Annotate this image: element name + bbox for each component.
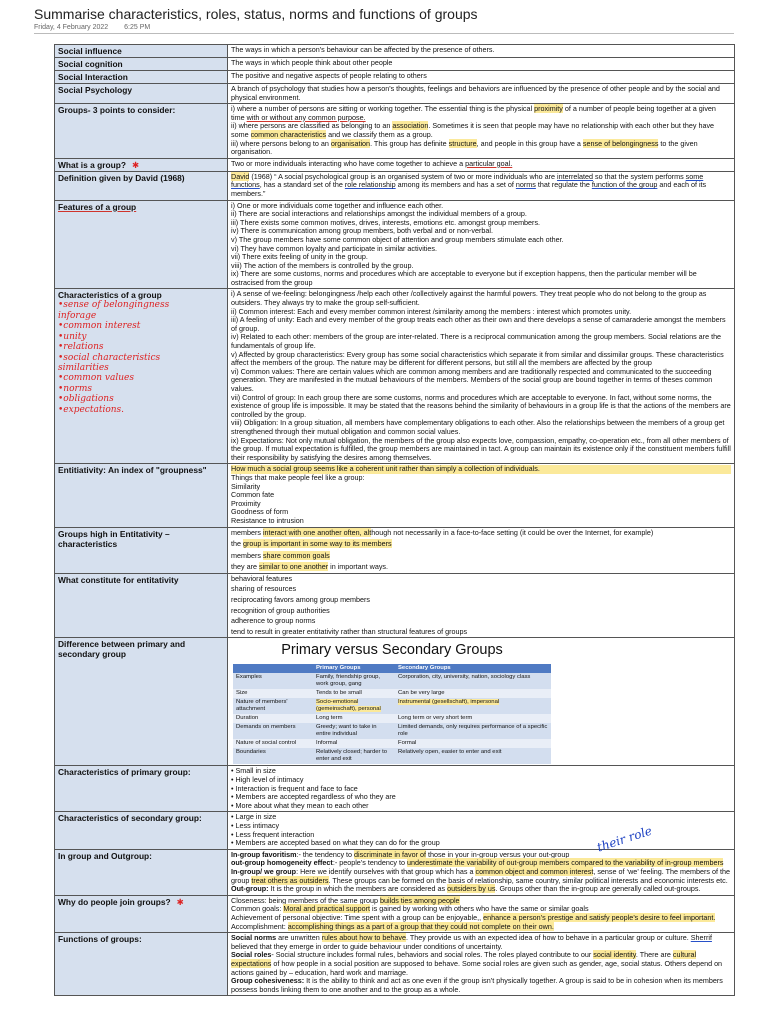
row-key: Social Psychology	[55, 84, 228, 104]
column-header: Primary Groups	[313, 664, 395, 673]
row-key: Why do people join groups? ✱	[55, 895, 228, 932]
row-value	[228, 766, 735, 812]
comparison-cell: Socio-emotional (gemeinschaft), personal	[313, 698, 395, 714]
table-row	[55, 638, 735, 766]
handwritten-note: their role	[595, 823, 654, 855]
outgroup-homogeneity: out-group homogeneity effect:- people’s tendency to underestimate the variability of out-group members compared to the variability of in-group members	[231, 858, 724, 868]
feature-item: v) The group members have some common object of attention and group members stimulate each other.	[231, 234, 564, 244]
entitativity-intro: Things that make people feel like a group:	[231, 472, 365, 482]
comparison-cell: Examples	[233, 673, 313, 689]
row-value	[228, 812, 735, 849]
feature-item: vi) They have common loyalty and participate in similar activities.	[231, 243, 437, 253]
group-point-3: iii) where persons belong to an organisation. This group has definite structure, and people in this group have a sense of belongingness to the given organisation.	[231, 138, 698, 157]
characteristic-item: v) Affected by group characteristics: Every group has some social characteristics which separate it from similar and dissimilar groups. These characteristics affect the members of the group. The nature may be different for different persons, but still all the members are affected by the group	[231, 349, 724, 368]
handwritten-note: •obligations	[58, 394, 114, 405]
ingroup-favoritism: In-group favoritism:- the tendency to discriminate in favor of those in your in-group versus your out-group	[231, 849, 570, 859]
row-value	[228, 289, 735, 464]
list-item: Accomplishment: accomplishing things as a part of a group that they could not complete on their own.	[231, 921, 554, 931]
asterisk-mark-icon: ✱	[131, 159, 139, 170]
primary-secondary-figure	[233, 641, 551, 764]
comparison-row	[233, 739, 551, 748]
table-row	[55, 573, 735, 638]
list-item: the group is important in some way to its members	[231, 539, 392, 549]
row-value: The positive and negative aspects of people relating to others	[228, 71, 735, 84]
row-key: Characteristics of secondary group:	[55, 812, 228, 849]
row-key: Social cognition	[55, 58, 228, 71]
characteristic-item: ii) Common interest: Each and every member common interest /similarity among the members : interest which promotes unity.	[231, 306, 632, 316]
list-item: behavioral features	[231, 573, 293, 583]
comparison-cell: Demands on members	[233, 723, 313, 739]
list-item: tend to result in greater entitativity rather than structural features of groups	[231, 626, 468, 636]
bullet-item: • Members are accepted regardless of who they are	[231, 792, 396, 802]
table-row	[55, 71, 735, 84]
column-header	[233, 664, 313, 673]
characteristic-item: viii) Obligation: In a group situation, all members have complementary obligations to each other. Also the relationships between the members of a group get strengthened through their mutual obligation and common social values.	[231, 418, 725, 436]
row-value	[228, 527, 735, 573]
row-value: The ways in which a person’s behaviour can be affected by the presence of others.	[228, 45, 735, 58]
list-item: reciprocating favors among group members	[231, 595, 371, 605]
list-item: adherence to group norms	[231, 616, 316, 626]
list-item: Goodness of form	[231, 507, 289, 517]
page-date	[34, 24, 164, 31]
feature-item: ii) There are social interactions and relationships amongst the individual members of a group.	[231, 209, 527, 219]
entitativity-lead: How much a social group seems like a coherent unit rather than simply a collection of individuals.	[231, 465, 731, 474]
characteristic-item: ix) Expectations: Not only mutual obligation, the members of the group also expects love, compassion, empathy, co-operation etc., from all other members of the group. If mutual expectation is fulfilled, the group members are maintained in tact. A group can maintain its existence only if the constituent members fulfill their responsibility by satisfying the desires among themselves.	[231, 435, 731, 462]
comparison-row	[233, 698, 551, 714]
comparison-cell: Relatively open, easier to enter and exit	[395, 748, 551, 764]
characteristic-item: i) A sense of we-feeling: belongingness /help each other /collectively against the harmful powers. They treat people who do not belong to the group as outsiders. They always try to make the group self-sufficient.	[231, 289, 707, 308]
table-row	[55, 104, 735, 159]
social-norms: Social norms are unwritten rules about how to behave. They provide us with an expected idea of how to behave in a particular group or culture. Sherrif believed that they emerge in order to guide behaviour under conditions of uncertainty.	[231, 933, 712, 951]
table-row	[55, 895, 735, 932]
we-group: In-group/ we group: Here we identify ourselves with that group which has a common object and common interest, sense of ‘we’ feeling. The members of the group treat others as outsiders. These groups can be formed on the basis of relationship, same country, similar political interests and economic interests etc.	[231, 866, 730, 885]
feature-item: ix) There are some customs, norms and procedures which are acceptable to everyone but if exception happens, then the particular member will be ostracised from the group	[231, 269, 697, 287]
table-row	[55, 527, 735, 573]
characteristic-item: iii) A feeling of unity: Each and every member of the group treats each other as their own and there develops a sense of camaraderie amongst the members of group.	[231, 315, 726, 333]
row-value	[228, 573, 735, 638]
handwritten-note: •sense of belongingness	[58, 300, 170, 311]
comparison-cell: Long term	[313, 714, 395, 723]
row-value	[228, 638, 735, 766]
page-title: Summarise characteristics, roles, status, norms and functions of groups	[34, 6, 478, 22]
comparison-cell: Greedy; want to take in entire individual	[313, 723, 395, 739]
table-row	[55, 158, 735, 171]
table-row	[55, 171, 735, 200]
list-item: they are similar to one another in important ways.	[231, 562, 389, 572]
table-row	[55, 84, 735, 104]
feature-item: iv) There is communication among group members, both verbal and or non-verbal.	[231, 226, 493, 236]
list-item: sharing of resources	[231, 584, 297, 594]
row-key: What constitute for entitativity	[55, 573, 228, 638]
row-value: Two or more individuals interacting who have come together to achieve a particular goal.	[228, 158, 735, 171]
table-row	[55, 933, 735, 996]
column-header: Secondary Groups	[395, 664, 551, 673]
list-item: Common fate	[231, 490, 275, 500]
row-value: The ways in which people think about other people	[228, 58, 735, 71]
comparison-row	[233, 673, 551, 689]
row-key: Functions of groups:	[55, 933, 228, 996]
bullet-item: • Interaction is frequent and face to face	[231, 783, 358, 793]
comparison-row	[233, 689, 551, 698]
table-row	[55, 289, 735, 464]
list-item: members share common goals	[231, 550, 330, 560]
row-value	[228, 200, 735, 289]
comparison-cell: Formal	[395, 739, 551, 748]
asterisk-mark-icon: ✱	[176, 896, 184, 907]
comparison-cell: Nature of members' attachment	[233, 698, 313, 714]
group-point-1: i) where a number of persons are sitting or working together. The essential thing is the physical proximity of a number of people being together at a given time with or without any common purpose.	[231, 104, 716, 122]
table-row	[55, 464, 735, 527]
date-text: Friday, 4 February 2022	[34, 24, 109, 31]
comparison-header-row	[233, 664, 551, 673]
list-item: members interact with one another often, although not necessarily in a face-to-face setting (it could be over the Internet, for example)	[231, 527, 654, 537]
comparison-cell: Boundaries	[233, 748, 313, 764]
row-key: Characteristics of a group •sense of belongingness inforage •common interest •unity •relations •social characteristics similarities •common values •norms •obligations •expectations.	[55, 289, 228, 464]
row-value	[228, 895, 735, 932]
comparison-row	[233, 748, 551, 764]
comparison-cell: Corporation, city, university, nation, sociology class	[395, 673, 551, 689]
table-row	[55, 58, 735, 71]
comparison-table	[233, 664, 551, 764]
row-value: A branch of psychology that studies how a person's thoughts, feelings and behaviors are influenced by the presence of other people and by the social and physical environment.	[228, 84, 735, 104]
notes-table	[54, 44, 735, 996]
group-point-2: ii) where persons are classified as belonging to an association. Sometimes it is seen that people may have no relationship with each other but they have some common characteristics and we classify them as a group.	[231, 121, 715, 139]
comparison-cell: Relatively closed; harder to enter and exit	[313, 748, 395, 764]
comparison-cell: Instrumental (gesellschaft), impersonal	[395, 698, 551, 714]
comparison-row	[233, 723, 551, 739]
characteristic-item: vi) Common values: There are certain values which are common among members and are traditionally respected and communicated to the succeeding generation. They are manifested in the mutual behaviours of the members. Members of the social group are bound together in terms of theses common values.	[231, 366, 713, 393]
bullet-item: • More about what they mean to each other	[231, 800, 369, 810]
comparison-cell: Informal	[313, 739, 395, 748]
table-row	[55, 766, 735, 812]
feature-item: viii) The action of the members is controlled by the group.	[231, 260, 414, 270]
row-value	[228, 933, 735, 996]
row-key: What is a group? ✱	[55, 158, 228, 171]
list-item: recognition of group authorities	[231, 605, 330, 615]
comparison-cell: Limited demands, only requires performance of a specific role	[395, 723, 551, 739]
row-key: Social influence	[55, 45, 228, 58]
row-value	[228, 849, 735, 895]
comparison-cell: Tends to be small	[313, 689, 395, 698]
figure-title: Primary versus Secondary Groups	[281, 642, 503, 659]
row-key: Characteristics of primary group:	[55, 766, 228, 812]
bullet-item: • Members are accepted based on what they can do for the group	[231, 838, 440, 848]
row-key: In group and Outgroup:	[55, 849, 228, 895]
feature-item: vii) There exits feeling of unity in the group.	[231, 252, 368, 262]
table-row	[55, 200, 735, 289]
handwritten-note: similarities	[58, 362, 109, 373]
title-divider	[34, 33, 734, 34]
handwritten-note: •norms	[58, 383, 92, 394]
bullet-item: • High level of intimacy	[231, 775, 304, 785]
feature-item: iii) There exists some common motives, drives, interests, emotions etc. amongst group members.	[231, 217, 541, 227]
list-item: Similarity	[231, 481, 261, 491]
handwritten-note: •social characteristics	[58, 352, 161, 363]
row-key: Groups high in Entitativity – characteristics	[55, 527, 228, 573]
handwritten-note: •relations	[58, 342, 104, 353]
comparison-cell: Family, friendship group, work group, gang	[313, 673, 395, 689]
row-value	[228, 104, 735, 159]
row-key: Groups- 3 points to consider:	[55, 104, 228, 159]
bullet-item: • Large in size	[231, 812, 277, 822]
row-value	[228, 464, 735, 527]
list-item: Achievement of personal objective: Time spent with a group can be enjoyable,, enhance a person’s prestige and satisfy people’s desire to feel important.	[231, 912, 716, 922]
table-row	[55, 45, 735, 58]
handwritten-note: •common values	[58, 373, 134, 384]
row-value: David (1968) “ A social psychological group is an organised system of two or more individuals who are interrelated so that the system performs some functions, has a standard set of the role relationship among its members and has a set of norms that regulate the function of the group and each of its members.”	[228, 171, 735, 200]
comparison-row	[233, 714, 551, 723]
feature-item: i) One or more individuals come together and influence each other.	[231, 200, 444, 210]
row-key: Social Interaction	[55, 71, 228, 84]
handwritten-note: inforage	[58, 310, 97, 321]
row-key: Difference between primary and secondary group	[55, 638, 228, 766]
handwritten-note: •expectations.	[58, 404, 125, 415]
list-item: Common goals: Moral and practical support is gained by working with others who have the same or similar goals	[231, 904, 589, 914]
comparison-cell: Duration	[233, 714, 313, 723]
row-key: Features of a group	[55, 200, 228, 289]
handwritten-note: •common interest	[58, 321, 141, 332]
comparison-cell: Long term or very short term	[395, 714, 551, 723]
list-item: Proximity	[231, 498, 261, 508]
bullet-item: • Small in size	[231, 766, 276, 776]
comparison-cell: Nature of social control	[233, 739, 313, 748]
comparison-cell: Size	[233, 689, 313, 698]
list-item: Closeness: being members of the same group builds ties among people	[231, 895, 460, 905]
group-cohesiveness: Group cohesiveness: It is the ability to think and act as one even if the group isn’t physically together. A group is said to be in cohesion when its members possess bonds linking them to one another and to the group as a whole.	[231, 976, 723, 994]
handwritten-note: •unity	[58, 331, 87, 342]
row-key: Definition given by David (1968)	[55, 171, 228, 200]
row-key: Entitiativity: An index of "groupness"	[55, 464, 228, 527]
out-group: Out-group: It is the group in which the members are considered as outsiders by us. Groups other than the in-group are generally called out-groups.	[231, 884, 701, 894]
bullet-item: • Less frequent interaction	[231, 829, 315, 839]
characteristic-item: vii) Control of group: In each group there are some customs, norms and procedures which are acceptable to everyone. In fact, without some norms, the existence of group life is impossible. It may be stated that the reasons behind the similarity of behaviours in a group life is that the actions of the members are controlled by the group.	[231, 392, 731, 419]
time-text: 6:25 PM	[124, 24, 151, 31]
bullet-item: • Less intimacy	[231, 821, 280, 830]
table-row	[55, 849, 735, 895]
social-roles: Social roles- Social structure includes formal rules, behaviors and social roles. The roles played contribute to our social identity. There are cultural expectations of how people in a social position are supposed to behave. Some social roles are given such as gender, age, social status. Others depend on actions gained by – education, hard work and marriage.	[231, 950, 723, 977]
list-item: Resistance to intrusion	[231, 515, 304, 525]
comparison-cell: Can be very large	[395, 689, 551, 698]
characteristic-item: iv) Related to each other: members of the group are inter-related. There is a reciprocal communication among the group members. Social relations are the fundamentals of group life.	[231, 332, 722, 351]
